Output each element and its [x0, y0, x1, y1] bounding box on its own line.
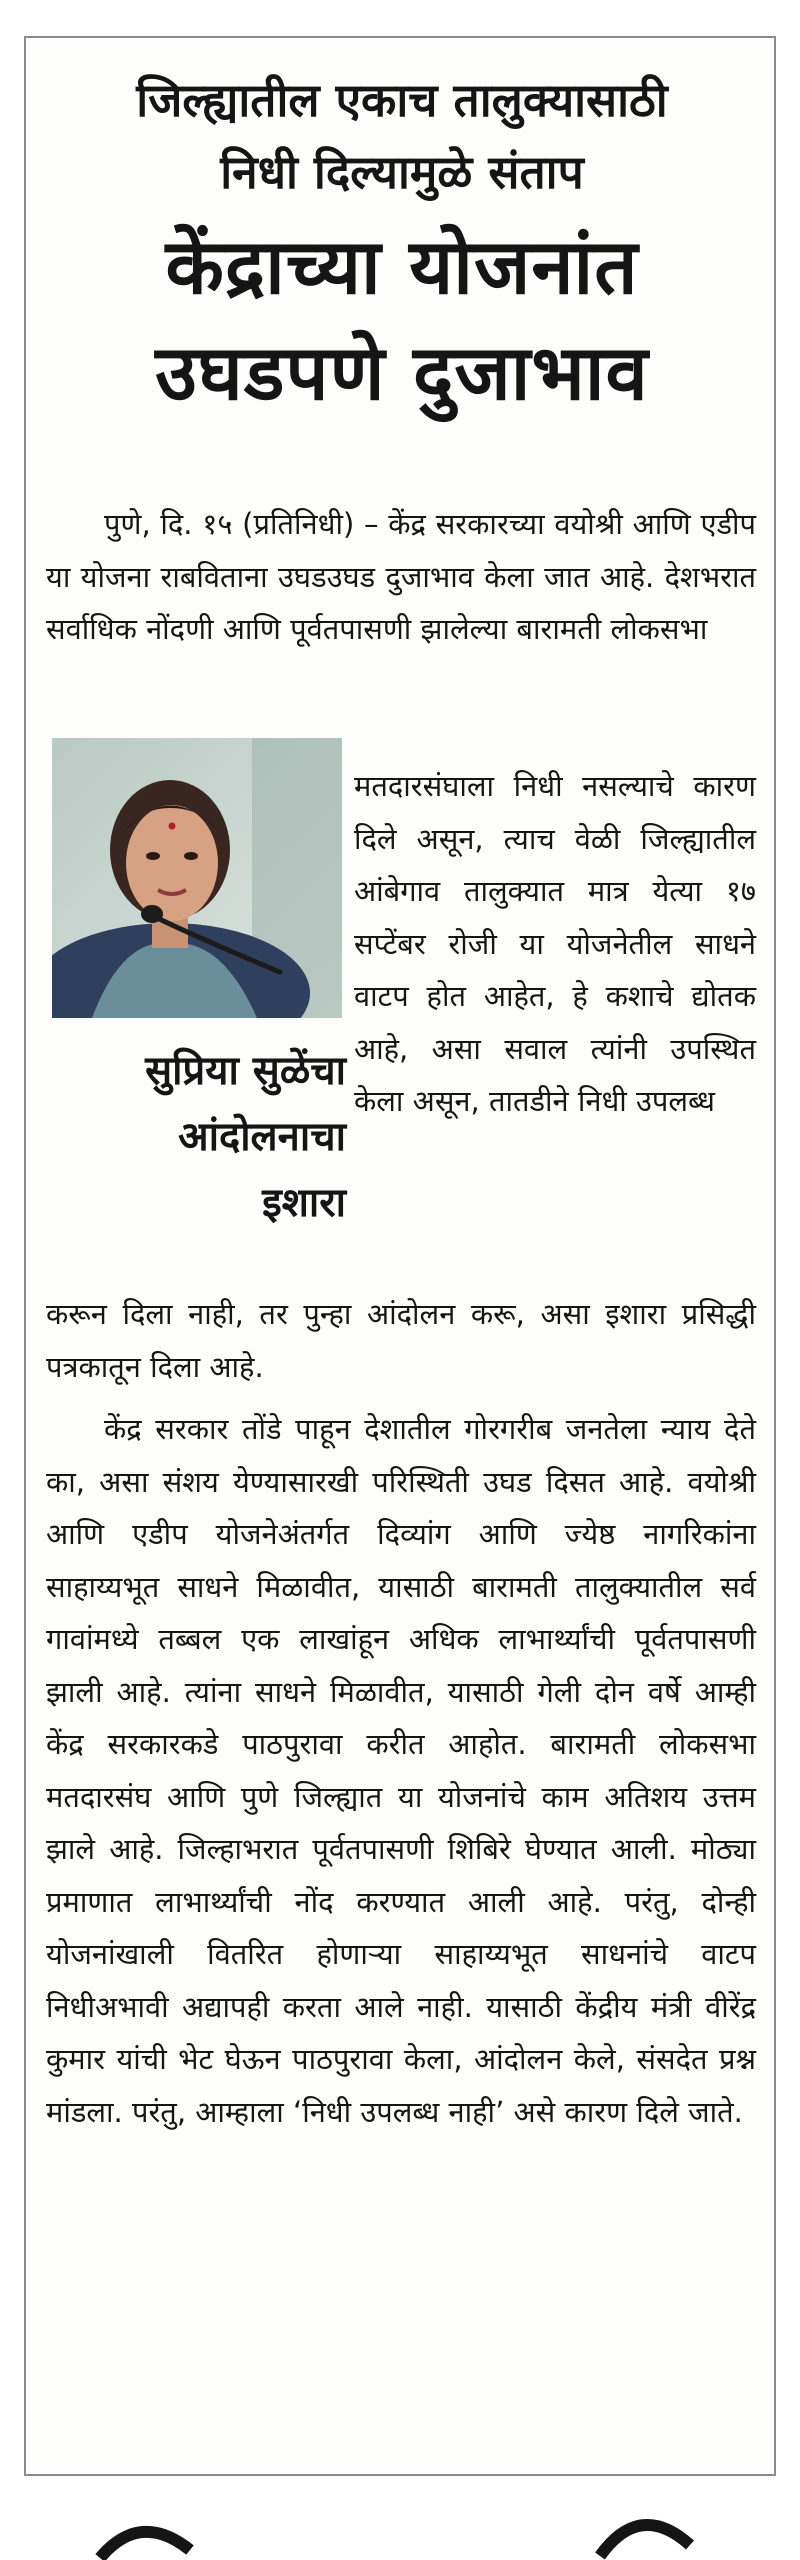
kicker-headline [66, 64, 738, 208]
main-headline [66, 214, 738, 426]
subhead-line-1: सुप्रिया सुळेंचा [145, 1048, 346, 1094]
newspaper-clipping [24, 36, 776, 2476]
headline-line-1: केंद्राच्या योजनांत [165, 222, 639, 311]
paragraph-1-column: मतदारसंघाला निधी नसल्याचे कारण दिले असून, त्याच वेळी जिल्ह्यातील आंबेगाव तालुक्यात मात्र येत्या १७ सप्टेंबर रोजी या योजनेतील साधने वाटप होत आहेत, हे कशाचे द्योतक आहे, असा सवाल त्यांनी उपस्थित केला असून, तातडीने निधी उपलब्ध [354, 769, 756, 1118]
subhead-line-2: आंदोलनाचा [178, 1114, 346, 1160]
paragraph-2: केंद्र सरकार तोंडे पाहून देशातील गोरगरीब जनतेला न्याय देते का, असा संशय येण्यासारखी परिस्थिती उघड दिसत आहे. वयोश्री आणि एडीप योजनेअंतर्गत दिव्यांग आणि ज्येष्ठ नागरिकांना साहाय्यभूत साधने मिळावीत, यासाठी बारामती तालुक्यातील सर्व गावांमध्ये तब्बल एक लाखांहून अधिक लाभार्थ्यांची पूर्वतपासणी झाली आहे. त्यांना साधने मिळावीत, यासाठी गेली दोन वर्षे आम्ही केंद्र सरकारकडे पाठपुरावा करीत आहोत. बारामती लोकसभा मतदारसंघ आणि पुणे जिल्ह्यात या योजनांचे काम अतिशय उत्तम झाले आहे. जिल्हाभरात पूर्वतपासणी शिबिरे घेण्यात आली. मोठ्या प्रमाणात लाभार्थ्यांची नोंद करण्यात आली आहे. परंतु, दोन्ही योजनांखाली वितरित होणाऱ्या साहाय्यभूत साधनांचे वाटप निधीअभावी अद्यापही करता आले नाही. यासाठी केंद्रीय मंत्री वीरेंद्र कुमार यांची भेट घेऊन पाठपुरावा केला, आंदोलन केले, संसदेत प्रश्न मांडला. परंतु, आम्हाला ‘निधी उपलब्ध नाही’ असे कारण दिले जाते. [46, 1412, 756, 2129]
paragraph-1-top: पुणे, दि. १५ (प्रतिनिधी) – केंद्र सरकारच्या वयोश्री आणि एडीप या योजना राबविताना उघडउघड दुजाभाव केला जात आहे. देशभरात सर्वाधिक नोंदणी आणि पूर्वतपासणी झालेल्या बारामती लोकसभा [46, 507, 756, 646]
speaker-photo-icon [52, 738, 342, 1018]
paragraph-1-bottom: करून दिला नाही, तर पुन्हा आंदोलन करू, असा इशारा प्रसिद्धी पत्रकातून दिला आहे. [46, 1297, 756, 1384]
subhead-line-3: इशारा [262, 1180, 346, 1226]
cut-off-next-headline [80, 2490, 720, 2560]
kicker-line-1: जिल्ह्यातील एकाच तालुक्यासाठी [136, 73, 668, 127]
headline-line-2: उघडपणे दुजाभाव [155, 328, 649, 417]
subheadline [46, 1038, 346, 1236]
kicker-line-2: निधी दिल्यामुळे संताप [220, 145, 584, 199]
